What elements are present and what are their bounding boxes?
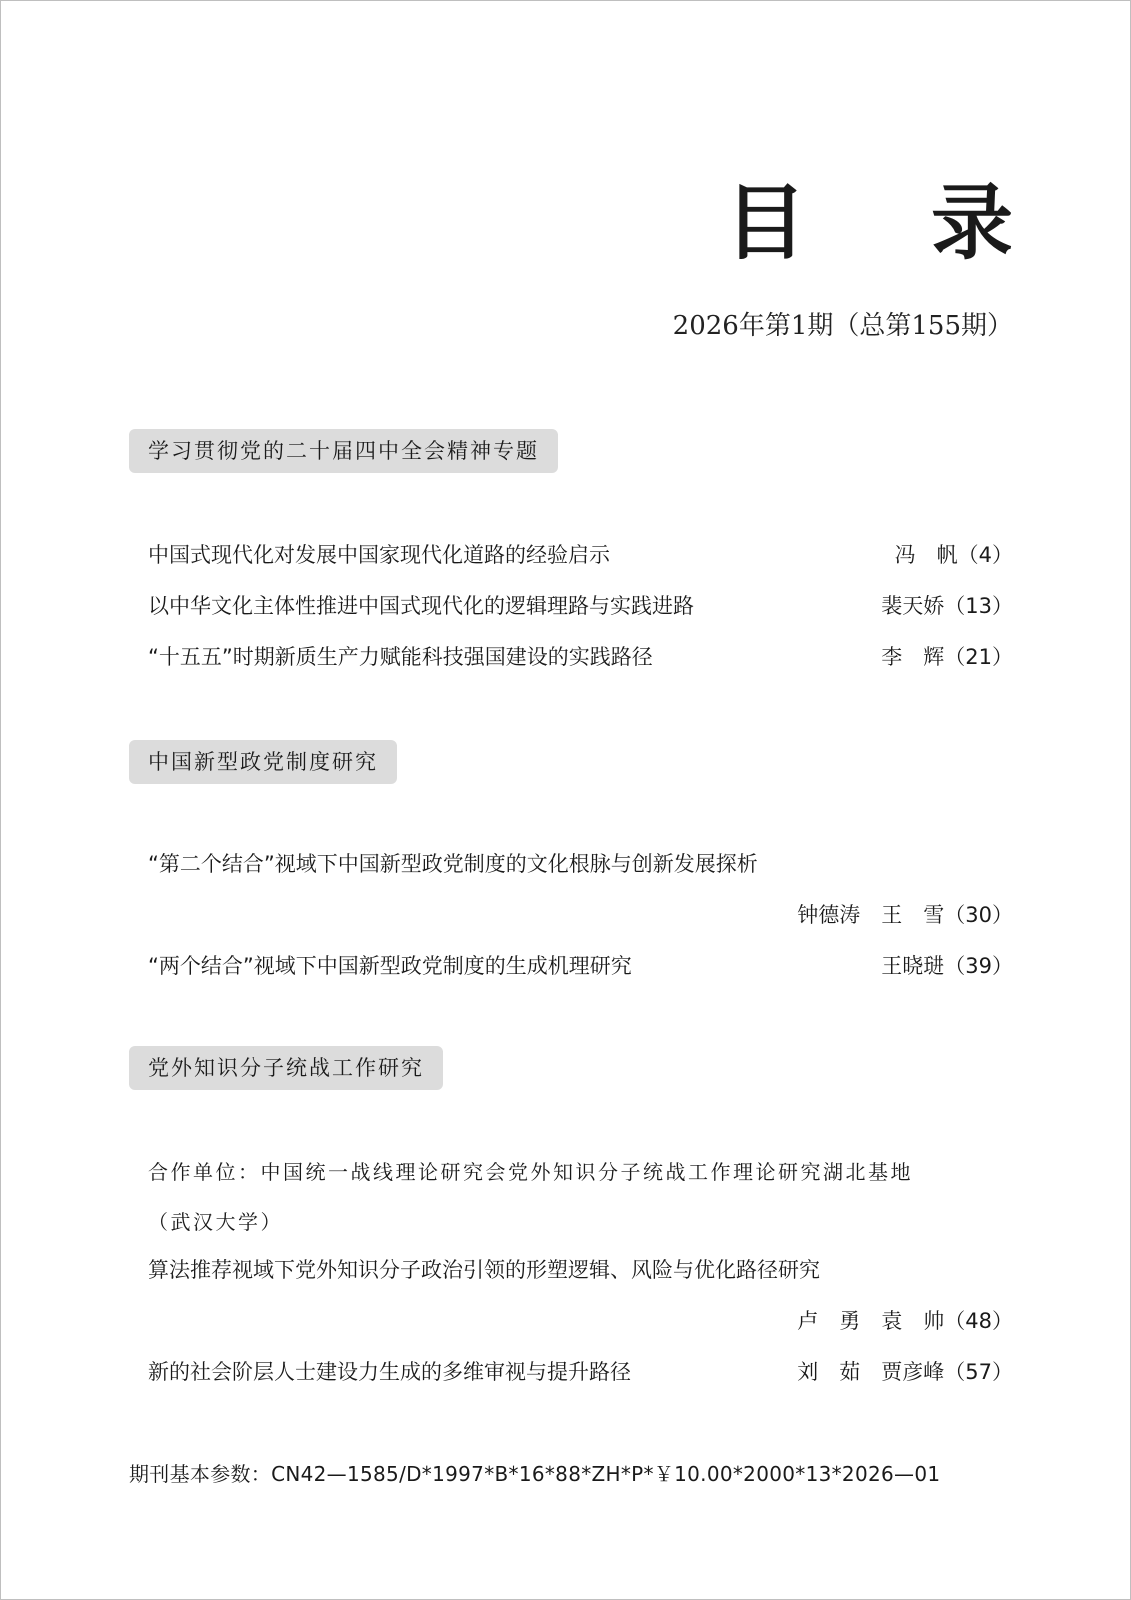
- article-author-page: 裴天娇（13）: [881, 594, 1013, 618]
- toc-entry-author-line[interactable]: [148, 1306, 1013, 1336]
- article-author-page: 王晓琎（39）: [881, 954, 1013, 978]
- toc-entry[interactable]: [148, 642, 1013, 672]
- toc-entry[interactable]: [148, 1255, 1013, 1285]
- toc-entry[interactable]: [148, 540, 1013, 570]
- issue-number: 2026年第1期（总第155期）: [672, 311, 1013, 341]
- article-author-page: 冯 帆（4）: [894, 543, 1013, 567]
- toc-entry[interactable]: [148, 849, 1013, 879]
- toc-entry-author-line[interactable]: [148, 900, 1013, 930]
- toc-entry[interactable]: [148, 1357, 1013, 1387]
- toc-entry[interactable]: [148, 591, 1013, 621]
- cooperation-note-continued: （武汉大学）: [148, 1210, 283, 1234]
- cooperation-note: 合作单位：中国统一战线理论研究会党外知识分子统战工作理论研究湖北基地: [148, 1160, 913, 1184]
- article-title: 以中华文化主体性推进中国式现代化的逻辑理路与实践进路: [148, 594, 694, 618]
- article-title: “第二个结合”视域下中国新型政党制度的文化根脉与创新发展探析: [148, 852, 758, 876]
- article-title: “十五五”时期新质生产力赋能科技强国建设的实践路径: [148, 645, 653, 669]
- article-title: 新的社会阶层人士建设力生成的多维审视与提升路径: [148, 1360, 631, 1384]
- toc-entry[interactable]: [148, 951, 1013, 981]
- article-author-page: 卢 勇 袁 帅（48）: [797, 1309, 1013, 1333]
- section-label-3: 党外知识分子统战工作研究: [129, 1046, 443, 1090]
- journal-parameters: 期刊基本参数：CN42—1585/D*1997*B*16*88*ZH*P*￥10.00*2000*13*2026—01: [129, 1462, 941, 1486]
- section-label-1: 学习贯彻党的二十届四中全会精神专题: [129, 429, 558, 473]
- page-title: 目 录: [724, 175, 1061, 271]
- article-author-page: 刘 茹 贾彦峰（57）: [797, 1360, 1013, 1384]
- section-label-2: 中国新型政党制度研究: [129, 740, 397, 784]
- article-author-page: 钟德涛 王 雪（30）: [797, 903, 1013, 927]
- article-title: 中国式现代化对发展中国家现代化道路的经验启示: [148, 543, 610, 567]
- article-author-page: 李 辉（21）: [881, 645, 1013, 669]
- article-title: “两个结合”视域下中国新型政党制度的生成机理研究: [148, 954, 632, 978]
- article-title: 算法推荐视域下党外知识分子政治引领的形塑逻辑、风险与优化路径研究: [148, 1258, 820, 1282]
